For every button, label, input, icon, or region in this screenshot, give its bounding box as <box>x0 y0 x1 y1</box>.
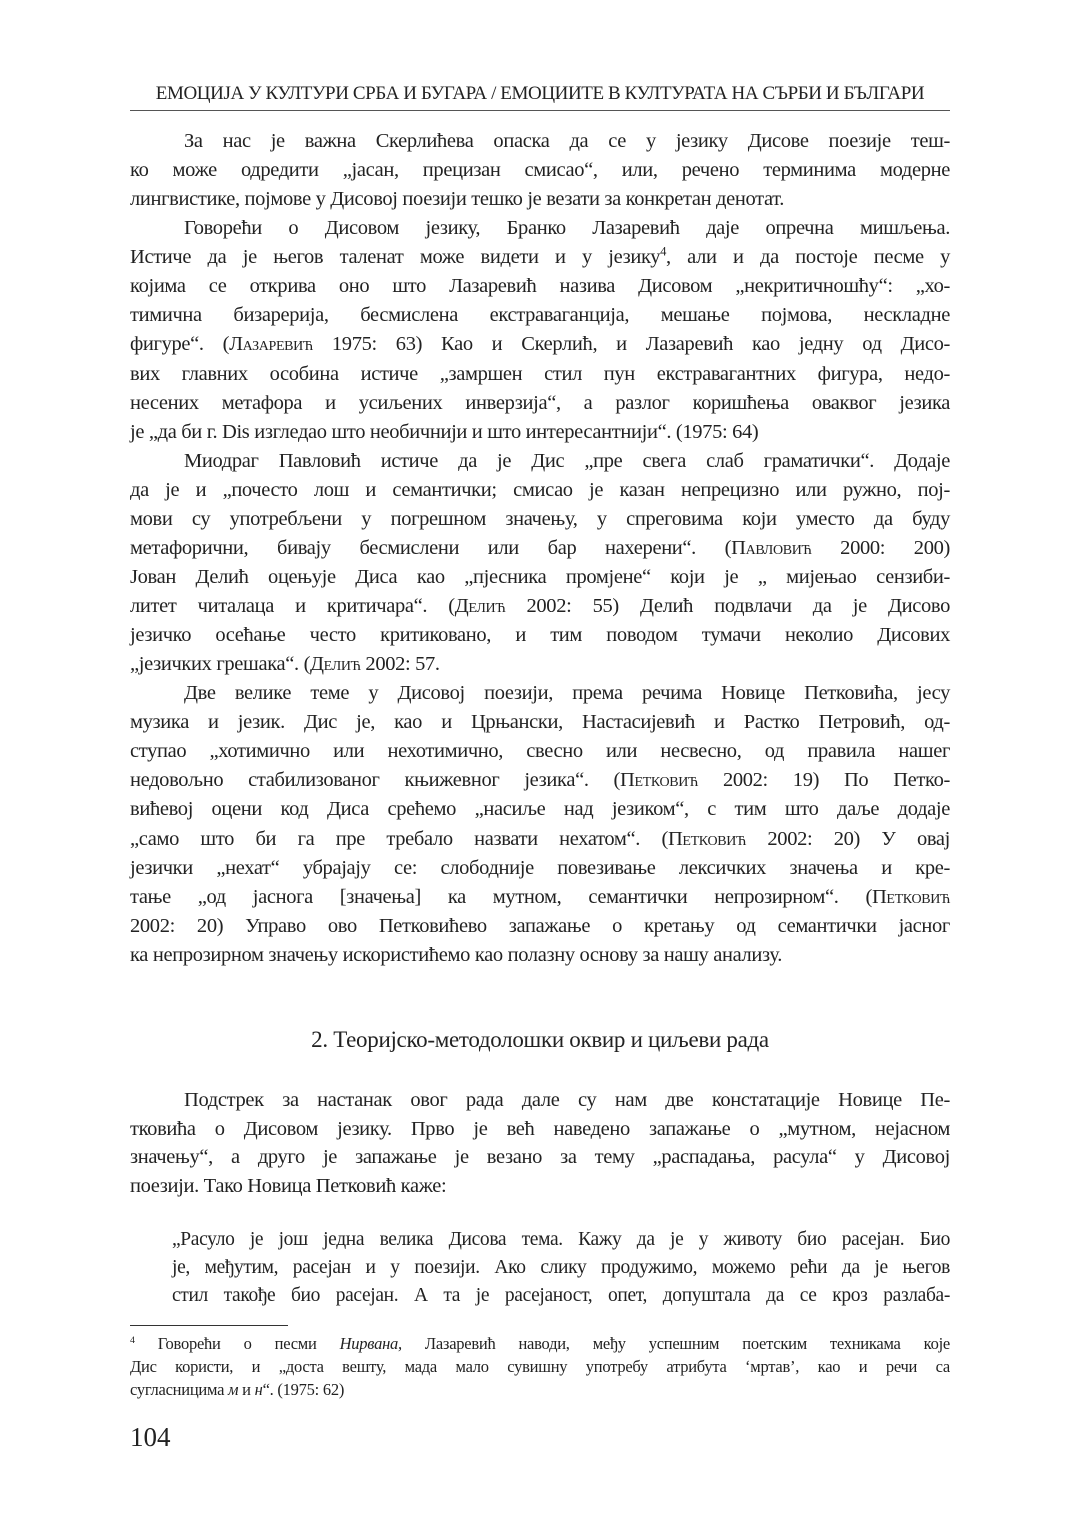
text-line: Говорећи о Дисовом језику, Бранко Лазаревић даје опречна мишљења. <box>184 217 950 240</box>
text-run: „само што би га пре требало назвати нехатом“. ( <box>130 827 668 850</box>
text-run: Павловић <box>731 536 812 559</box>
text-line: ка непрозирном значењу искористићемо као полазну основу за нашу анализу. <box>130 943 782 966</box>
text-line <box>130 330 950 359</box>
text-line <box>130 243 950 272</box>
text-line: вићевој оцени код Диса срећемо „насиље над језиком“, с тим што даље додаје <box>130 798 950 821</box>
text-line: Две велике теме у Дисовој поезији, према речима Новице Петковића, јесу <box>184 682 950 705</box>
section-heading: 2. Теоријско-методолошки оквир и циљеви рада <box>311 1027 769 1052</box>
text-run: Делић <box>454 595 506 617</box>
text-run: 2002: 20) У овај <box>746 827 951 850</box>
text-run: Петковић <box>871 885 950 908</box>
block-quote <box>172 1226 950 1310</box>
text-line: лингвистике, појмове у Дисовој поезији тешко је везати за конкретан денотат. <box>130 188 785 211</box>
text-run: , али и да постоје песме у <box>666 246 950 269</box>
footnote <box>130 1332 950 1401</box>
text-line: значењу“, а друго је запажање је везано за тему „распадања, расула“ у Дисовој <box>130 1146 950 1168</box>
footnote-marker: 4 <box>660 244 666 259</box>
text-line: вих главних особина истиче „замршен стил пун екстравагантних фигура, недо- <box>130 362 950 385</box>
text-run: Петковић <box>620 769 699 792</box>
body-text <box>130 127 950 970</box>
text-line <box>130 650 950 679</box>
text-run: 2000: 200) <box>811 536 950 559</box>
text-run: литет читалаца и критичара“. ( <box>130 595 455 617</box>
text-line: је „да би г. Dis изгледао што необичнији и што интересантнији“. (1975: 64) <box>130 420 759 443</box>
running-head: ЕМОЦИЈА У КУЛТУРИ СРБА И БУГАРА / ЕМОЦИИТЕ В КУЛТУРАТА НА СЪРБИ И БЪЛГАРИ <box>155 83 925 104</box>
text-line: којима се открива оно што Лазаревић назива Дисовом „некритичношћу“: „хо- <box>130 275 950 298</box>
text-line <box>130 534 950 563</box>
text-run: Петковић <box>667 827 746 850</box>
text-run: недовољно стабилизованог књижевног језика“. ( <box>130 769 620 792</box>
text-run: “. (1975: 62) <box>262 1380 345 1399</box>
footnote-marker: 4 <box>130 1335 135 1347</box>
text-line: Дис користи, и „доста вешту, мада мало сувишну употребу атрибута ‘мртав’, као и речи са <box>130 1357 950 1376</box>
text-line <box>130 825 950 854</box>
text-run: м <box>228 1380 239 1399</box>
text-line: несених метафора и усиљених инверзија“, а разлог коришћења оваквог језика <box>130 391 950 414</box>
text-line: језичко осећање често критиковано, и тим поводом тумачи неколио Дисових <box>130 624 950 647</box>
text-line: мови су употребљени у погрешном значењу, у спреговима који уместо да буду <box>130 507 950 530</box>
text-run: Делић <box>310 653 361 676</box>
page-number: 104 <box>130 1422 171 1452</box>
text-line <box>130 766 950 795</box>
text-line <box>130 1378 950 1401</box>
text-line: Јован Делић оцењује Диса као „пјесника промјене“ који је „ мијењао сензиби- <box>130 565 950 588</box>
text-line: тковића о Дисовом језику. Прво је већ наведено запажање о „мутном, нејасном <box>130 1117 950 1140</box>
text-line: Подстрек за настанак овог рада дале су нам две констатације Новице Пе- <box>184 1089 950 1111</box>
text-run: Нирвана, <box>339 1334 402 1353</box>
text-run: тање „од јаснога [значења] ка мутном, семантички непрозирном“. ( <box>130 885 872 908</box>
text-line: Миодраг Павловић истиче да је Дис „пре свега слаб граматички“. Додаје <box>184 449 950 472</box>
text-run: Говорећи о песми <box>134 1334 340 1353</box>
text-line <box>130 883 950 912</box>
text-run: 2002: 55) Делић подвлачи да је Дисово <box>505 595 950 617</box>
text-line <box>130 1332 950 1355</box>
text-line: 2002: 20) Управо ово Петковићево запажање о кретању од семантички јасног <box>130 914 950 937</box>
text-line: поезији. Тако Новица Петковић каже: <box>130 1174 447 1197</box>
text-run: н <box>254 1380 263 1399</box>
text-run: Лазаревић наводи, међу успешним поетским техникама које <box>401 1334 950 1353</box>
footnote-rule <box>130 1325 288 1326</box>
text-line: За нас је важна Скерлићева опаска да се у језику Дисове поезије теш- <box>184 130 950 152</box>
text-run: метафорични, бивају бесмислени или бар нахерени“. ( <box>130 536 732 559</box>
body-text-section-2 <box>130 1086 950 1200</box>
text-line: стил такође био расејан. А та је расејаност, опет, допуштала да се кроз разлаба- <box>172 1285 950 1306</box>
text-run: сугласницима <box>130 1380 229 1399</box>
text-line: музика и језик. Дис је, као и Црњански, Настасијевић и Растко Петровић, од- <box>130 711 950 734</box>
text-line: ступао „хотимично или нехотимично, свесно или несвесно, од правила нашег <box>130 740 950 763</box>
text-run: Лазаревић <box>229 333 313 356</box>
text-run: 1975: 63) Као и Скерлић, и Лазаревић као једну од Дисо- <box>312 333 951 356</box>
text-line: ко може одредити „јасан, прецизан смисао“, или, речено терминима модерне <box>130 159 950 182</box>
text-run: 2002: 57. <box>360 653 440 676</box>
header-rule <box>130 110 950 111</box>
text-run: Истиче да је његов таленат може видети и у језику <box>130 246 661 269</box>
text-line: језички „нехат“ убрајају се: слободније повезивање лексичких значења и кре- <box>130 856 950 879</box>
text-run: „језичких грешака“. ( <box>130 653 311 676</box>
text-line: тимична бизарерија, бесмислена екстраваганција, мешање појмова, нескладне <box>130 304 950 327</box>
text-line: да је и „почесто лош и семантички; смисао је казан непрецизно или ружно, пој- <box>130 478 950 501</box>
text-run: 2002: 19) По Петко- <box>698 769 950 792</box>
text-run: фигуре“. ( <box>130 333 230 356</box>
text-run: и <box>238 1380 255 1399</box>
text-line: „Расуло је још једна велика Дисова тема. Кажу да је у животу био расејан. Био <box>172 1229 950 1250</box>
text-line <box>130 592 950 621</box>
text-line: је, међутим, расејан и у поезији. Ако слику продужимо, можемо рећи да је његов <box>172 1257 950 1278</box>
